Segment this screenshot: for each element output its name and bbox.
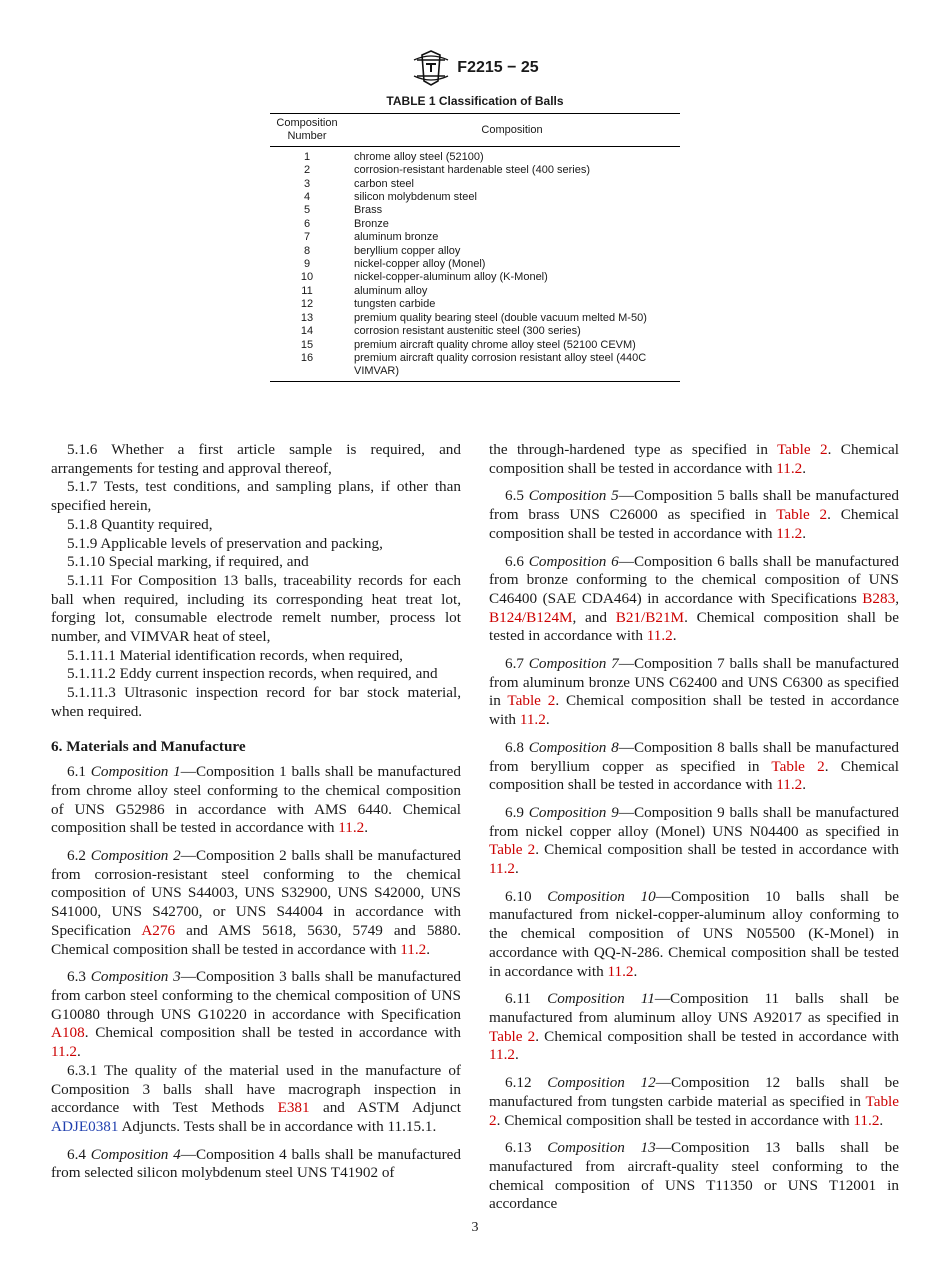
composition-name: chrome alloy steel (52100) — [354, 150, 484, 163]
clause-6-11: 6.11 Composition 11—Composition 11 balls shall be manufactured from aluminum alloy UNS A92017 as specified in Table 2. Chemical composition shall be tested in accordance with 11.2. — [489, 990, 899, 1064]
section-link[interactable]: 11.2 — [519, 711, 546, 729]
standard-link[interactable]: A276 — [141, 921, 176, 939]
clause-6-6: 6.6 Composition 6—Composition 6 balls shall be manufactured from bronze conforming to the chemical composition of UNS C46400 (SAE CDA464) in accordance with Specifications B283, B124/B124M, and B21/B21M. Chemical composition shall be tested in accordance with 11.2. — [489, 552, 900, 645]
clause-body: —Composition 10 balls shall be manufactured from nickel-copper-aluminum alloy conforming to the chemical composition of UNS N05500 (K-Monel) in accordance with QQ-N-286. Chemical composition shall be tested in accordance with — [489, 887, 899, 980]
clause-number: 6.11 — [505, 990, 532, 1008]
clause-5-1-10: 5.1.10 Special marking, if required, and — [67, 553, 309, 571]
section-link[interactable]: 11.2 — [776, 776, 803, 794]
composition-name: premium aircraft quality chrome alloy steel (52100 CEVM) — [354, 338, 636, 351]
standard-link[interactable]: E381 — [277, 1099, 310, 1117]
clause-number: 6.8 — [505, 738, 524, 756]
composition-name: beryllium copper alloy — [354, 244, 461, 257]
clause-body: 6.3.1 The quality of the material used in the manufacture of Composition 3 balls shall have macrograph inspection in accordance with Test Methods — [51, 1061, 461, 1117]
composition-name: carbon steel — [354, 177, 414, 190]
clause-body: —Composition 1 balls shall be manufactured from chrome alloy steel conforming to the chemical composition of UNS G52986 in accordance with AMS 6440. Chemical composition shall be tested in accordance with — [51, 763, 462, 837]
standard-link[interactable]: B21/B21M — [615, 608, 685, 626]
column-header-number: Composition Number — [270, 114, 344, 147]
composition-name: premium aircraft quality corrosion resistant alloy steel (440C VIMVAR) — [344, 352, 680, 381]
composition-name: nickel-copper-aluminum alloy (K-Monel) — [354, 271, 548, 284]
clause-number: 6.5 — [505, 487, 524, 505]
clause-number: 6.1 — [67, 763, 86, 781]
clause-5-1-8: 5.1.8 Quantity required, — [67, 515, 213, 533]
clause-title: Composition 4 — [90, 1145, 181, 1163]
clause-title: Composition 7 — [528, 655, 619, 673]
clause-6-9: 6.9 Composition 9—Composition 9 balls shall be manufactured from nickel copper alloy (Monel) UNS N04400 as specified in Table 2. Chemical composition shall be tested in accordance with 11.2. — [489, 803, 900, 878]
clause-number: 6.10 — [505, 887, 532, 905]
column-header-composition: Composition — [344, 114, 680, 147]
table-row — [270, 325, 680, 338]
clause-number: 6.2 — [67, 847, 86, 865]
section-link[interactable]: 11.2 — [646, 627, 673, 645]
clause-5-1-9: 5.1.9 Applicable levels of preservation and packing, — [67, 534, 383, 552]
clause-number: 6.12 — [505, 1074, 532, 1092]
clause-number: 6.3 — [67, 968, 86, 986]
clause-6-8: 6.8 Composition 8—Composition 8 balls shall be manufactured from beryllium copper as specified in Table 2. Chemical composition shall be tested in accordance with 11.2. — [489, 738, 900, 794]
table-header-row — [270, 114, 680, 147]
clause-title: Composition 12 — [547, 1074, 656, 1092]
clause-body: —Composition 8 balls shall be manufactured from beryllium copper as specified in — [489, 738, 900, 775]
clause-body: —Composition 6 balls shall be manufactured from bronze conforming to the chemical composition of UNS C46400 (SAE CDA464) in accordance with Specifications — [489, 552, 900, 607]
clause-title: Composition 3 — [90, 968, 181, 986]
standard-link[interactable]: A108 — [51, 1024, 85, 1042]
table-row — [270, 352, 680, 381]
clause-body: —Composition 2 balls shall be manufactured from corrosion-resistant steel conforming to the chemical composition of UNS S44003, UNS S32900, UNS S42000, UNS S41000, UNS S42700, or UNS S44004 in accordance with Specification — [51, 847, 462, 939]
section-link[interactable]: 11.2 — [776, 524, 803, 542]
clause-6-10: 6.10 Composition 10—Composition 10 balls shall be manufactured from nickel-copper-aluminum alloy conforming to the chemical composition of UNS N05500 (K-Monel) in accordance with QQ-N-286. Chemical composition shall be tested in accordance with 11.2. — [489, 887, 899, 980]
composition-name: premium quality bearing steel (double vacuum melted M-50) — [354, 311, 647, 324]
clause-body: —Composition 4 balls shall be manufactured from selected silicon molybdenum steel UNS T41902 of — [51, 1145, 462, 1182]
section-link[interactable]: 11.2 — [607, 962, 634, 980]
classification-table — [270, 113, 680, 382]
clause-body: —Composition 9 balls shall be manufactured from nickel copper alloy (Monel) UNS N04400 as specified in — [489, 803, 900, 840]
composition-number: 16 — [270, 352, 344, 381]
clause-6-3-1: 6.3.1 The quality of the material used in the manufacture of Composition 3 balls shall have macrograph inspection in accordance with Test Methods E381 and ASTM Adjunct ADJE0381 Adjuncts. Tests shall be in accordance with 11.15.1. — [51, 1061, 461, 1135]
composition-number: 9 — [303, 258, 311, 271]
composition-number: 6 — [303, 217, 311, 230]
table-row — [270, 339, 680, 352]
clause-title: Composition 10 — [547, 887, 656, 905]
clause-5-1-7: 5.1.7 Tests, test conditions, and sampling plans, if other than specified herein, — [51, 478, 461, 515]
clause-title: Composition 1 — [90, 763, 181, 781]
clause-number: 6.4 — [67, 1145, 86, 1163]
table-link[interactable]: Table 2 — [489, 1092, 899, 1129]
section-heading-6: 6. Materials and Manufacture — [51, 737, 246, 755]
table-link[interactable]: Table 2 — [507, 692, 556, 710]
composition-number: 1 — [303, 150, 311, 163]
section-link[interactable]: 11.2 — [776, 459, 803, 477]
composition-name: Brass — [354, 204, 383, 217]
section-link[interactable]: 11.2 — [51, 1043, 78, 1061]
composition-number: 7 — [303, 231, 311, 244]
clause-body: —Composition 12 balls shall be manufactured from tungsten carbide material as specified in — [489, 1074, 899, 1110]
composition-number: 5 — [303, 204, 311, 217]
composition-number: 11 — [301, 284, 313, 297]
table-link[interactable]: Table 2 — [777, 441, 828, 458]
clause-5-1-11-1: 5.1.11.1 Material identification records, when required, — [67, 646, 403, 664]
clause-title: Composition 9 — [528, 803, 619, 821]
clause-number: 6.7 — [505, 655, 524, 673]
composition-name: corrosion-resistant hardenable steel (400 series) — [354, 164, 591, 177]
table-row — [270, 164, 680, 177]
table-link[interactable]: Table 2 — [489, 1027, 536, 1045]
clause-6-2: 6.2 Composition 2—Composition 2 balls shall be manufactured from corrosion-resistant steel conforming to the chemical composition of UNS S44003, UNS S32900, UNS S42000, UNS S41000, UNS S42700, or UNS S44004 in accordance with Specification A276 and AMS 5618, 5630, 5749 and 5880. Chemical composition shall be tested in accordance with 11.2. — [51, 847, 462, 958]
table-row — [270, 204, 680, 217]
table-link[interactable]: Table 2 — [489, 841, 536, 859]
composition-name: tungsten carbide — [354, 298, 436, 311]
composition-number: 3 — [303, 177, 311, 190]
composition-number: 13 — [300, 311, 314, 324]
page-number: 3 — [471, 1220, 479, 1235]
clause-body: —Composition 5 balls shall be manufactured from brass UNS C26000 as specified in — [489, 487, 900, 524]
composition-name: silicon molybdenum steel — [354, 191, 477, 204]
clause-body: the through-hardened type as specified in — [489, 441, 778, 458]
table-link[interactable]: Table 2 — [771, 757, 825, 775]
clause-title: Composition 6 — [528, 552, 619, 570]
clause-number: 6.13 — [505, 1139, 532, 1157]
clause-title: Composition 13 — [547, 1139, 656, 1157]
table-row — [270, 258, 680, 271]
table-row — [270, 231, 680, 244]
composition-name: aluminum alloy — [354, 284, 428, 297]
table-row — [270, 178, 680, 191]
section-link[interactable]: 11.2 — [489, 1046, 516, 1064]
clause-body: —Composition 7 balls shall be manufactured from aluminum bronze UNS C62400 and UNS C6300 as specified in — [489, 655, 900, 710]
composition-number: 8 — [303, 244, 311, 257]
table-row — [270, 271, 680, 284]
clause-6-12: 6.12 Composition 12—Composition 12 balls shall be manufactured from tungsten carbide material as specified in Table 2. Chemical composition shall be tested in accordance with 11.2. — [489, 1074, 899, 1129]
composition-name: Bronze — [354, 217, 389, 230]
clause-6-4 — [51, 1146, 461, 1183]
composition-number: 10 — [300, 271, 314, 284]
clause-6-13 — [489, 1139, 899, 1214]
composition-number: 4 — [303, 191, 311, 204]
table-row — [270, 218, 680, 231]
clause-5-1-11: 5.1.11 For Composition 13 balls, traceability records for each ball when required, including its corresponding heat treat lot, forging lot, consumable electrode remelt number, process lot number, and VIMVAR heat of steel, — [51, 571, 461, 646]
page-header — [0, 50, 950, 86]
table-row — [270, 285, 680, 298]
section-link[interactable]: 11.2 — [853, 1111, 880, 1129]
clause-title: Composition 2 — [90, 847, 181, 865]
clause-6-7: 6.7 Composition 7—Composition 7 balls shall be manufactured from aluminum bronze UNS C62400 and UNS C6300 as specified in Table 2. Chemical composition shall be tested in accordance with 11.2. — [489, 655, 900, 729]
composition-name: aluminum bronze — [354, 231, 439, 244]
standard-link[interactable]: B124/B124M — [489, 608, 573, 626]
composition-number: 14 — [300, 325, 314, 338]
section-link[interactable]: 11.2 — [400, 940, 427, 958]
clause-title: Composition 11 — [547, 990, 655, 1008]
section-link[interactable]: 11.2 — [338, 819, 365, 837]
astm-logo — [411, 50, 451, 86]
composition-number: 2 — [303, 164, 311, 177]
clause-6-1: 6.1 Composition 1—Composition 1 balls shall be manufactured from chrome alloy steel conforming to the chemical composition of UNS G52986 in accordance with AMS 6440. Chemical composition shall be tested in accordance with 11.2. — [51, 763, 462, 837]
clause-title: Composition 5 — [528, 487, 619, 505]
table-row — [270, 245, 680, 258]
clause-number: 6.9 — [505, 803, 524, 821]
adjunct-link[interactable]: ADJE0381 — [51, 1117, 119, 1135]
clause-title: Composition 8 — [528, 738, 619, 756]
table-title: TABLE 1 Classification of Balls — [386, 94, 564, 108]
clause-6-4-continued: the through-hardened type as specified in Table 2. Chemical composition shall be tested in accordance with 11.2. — [489, 441, 900, 477]
right-column — [489, 441, 899, 1214]
clause-6-5: 6.5 Composition 5—Composition 5 balls shall be manufactured from brass UNS C26000 as specified in Table 2. Chemical composition shall be tested in accordance with 11.2. — [489, 487, 900, 542]
clause-body: —Composition 11 balls shall be manufactured from aluminum alloy UNS A92017 as specified in — [489, 990, 899, 1026]
table-row — [270, 146, 680, 164]
clause-5-1-6: 5.1.6 Whether a first article sample is required, and arrangements for testing and approval thereof, — [51, 441, 461, 477]
clause-number: 6.6 — [505, 552, 524, 570]
table-link[interactable]: Table 2 — [776, 506, 828, 524]
standard-link[interactable]: B283 — [862, 589, 896, 607]
left-column — [51, 441, 461, 1183]
composition-name: corrosion resistant austenitic steel (300 series) — [354, 325, 581, 338]
section-link[interactable]: 11.2 — [489, 860, 516, 878]
table-row — [270, 298, 680, 311]
clause-body: —Composition 13 balls shall be manufactured from aircraft-quality steel conforming to the chemical composition of UNS T11350 or UNS T12001 in accordance — [489, 1139, 899, 1213]
composition-name: nickel-copper alloy (Monel) — [354, 258, 486, 271]
clause-5-1-11-2: 5.1.11.2 Eddy current inspection records, when required, and — [67, 665, 438, 683]
clause-6-3: 6.3 Composition 3—Composition 3 balls shall be manufactured from carbon steel conforming to the chemical composition of UNS G10080 through UNS G10220 in accordance with Specification A108. Chemical composition shall be tested in accordance with 11.2. — [51, 968, 462, 1061]
table-row — [270, 312, 680, 325]
clause-5-1-11-3: 5.1.11.3 Ultrasonic inspection record for bar stock material, when required. — [51, 684, 461, 720]
document-id: F2215 − 25 — [457, 59, 539, 76]
composition-number: 15 — [300, 338, 314, 351]
clause-body: —Composition 3 balls shall be manufactured from carbon steel conforming to the chemical composition of UNS G10080 through UNS G10220 in accordance with Specification — [51, 968, 462, 1023]
composition-number: 12 — [300, 298, 314, 311]
table-row — [270, 191, 680, 204]
